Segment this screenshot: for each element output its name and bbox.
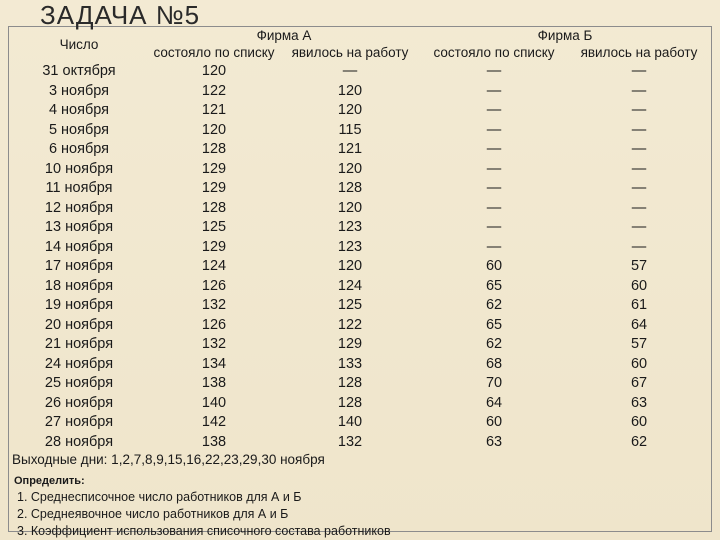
table-row [10,121,710,141]
firm-a-listed-header: состояло по списку [153,45,275,60]
firm-b-present-cell: 61 [630,297,648,313]
date-cell: 3 ноября [48,82,110,99]
table-row [10,238,710,258]
firm-a-header: Фирма А [256,28,312,43]
firm-a-listed-cell: 128 [201,199,227,216]
table-row [10,140,710,160]
firm-a-present-cell: 129 [337,336,363,352]
header-row-firms [10,27,710,44]
date-cell: 12 ноября [44,199,114,216]
date-cell: 21 ноября [44,336,114,352]
firm-b-listed-cell: 65 [485,277,503,294]
define-heading: Определить: [14,475,85,487]
question-item: 1. Среднесписочное число работников для А и Б [17,490,302,504]
firm-b-listed-cell: 60 [485,258,503,274]
firm-a-present-cell: 121 [337,141,363,157]
firm-b-listed-cell: 62 [485,336,503,352]
page-title: ЗАДАЧА №5 [40,0,201,30]
firm-a-present-cell: 120 [337,82,363,99]
table-row [10,160,710,180]
table-row [10,277,710,297]
firm-a-listed-cell: 138 [201,375,227,391]
date-cell: 14 ноября [44,238,114,255]
firm-b-listed-cell: — [486,82,502,99]
firm-b-present-cell: 67 [630,375,648,391]
firm-a-present-cell: 124 [337,277,363,294]
firm-b-listed-cell: — [486,160,502,177]
firm-a-listed-cell: 124 [201,258,227,274]
firm-b-present-cell: 60 [630,414,648,430]
firm-a-present-cell: — [342,63,358,79]
date-cell: 27 ноября [44,414,114,430]
date-cell: 17 ноября [44,258,114,274]
firm-b-present-cell: — [631,238,647,255]
table-row [10,413,710,433]
date-cell: 5 ноября [48,121,110,138]
firm-a-listed-cell: 138 [201,433,227,450]
firm-a-listed-cell: 122 [201,82,227,99]
firm-b-present-cell: — [631,219,647,235]
firm-a-listed-cell: 125 [201,219,227,235]
date-cell: 31 октября [42,63,116,79]
firm-b-listed-cell: — [486,180,502,196]
table-row [10,218,710,238]
table-row [10,296,710,316]
firm-b-listed-cell: — [486,219,502,235]
table-row [10,374,710,394]
firm-a-listed-cell: 132 [201,336,227,352]
firm-a-listed-cell: 120 [201,63,227,79]
firm-a-present-cell: 123 [337,238,363,255]
firm-a-listed-cell: 126 [201,277,227,294]
firm-b-listed-cell: 63 [485,433,503,450]
date-cell: 28 ноября [44,433,114,450]
firm-a-listed-cell: 121 [201,102,227,118]
firm-a-listed-cell: 134 [201,355,227,372]
firm-b-present-cell: — [631,102,647,118]
firm-b-present-cell: — [631,199,647,216]
firm-b-listed-cell: — [486,102,502,118]
firm-b-present-cell: — [631,160,647,177]
firm-b-listed-header: состояло по списку [433,45,555,60]
date-cell: 11 ноября [45,180,113,196]
date-cell: 19 ноября [44,297,114,313]
table-row [10,199,710,219]
firm-a-present-cell: 120 [337,102,363,118]
firm-b-listed-cell: — [486,121,502,138]
table-row [10,82,710,102]
firm-b-present-cell: 64 [630,316,648,333]
firm-a-listed-cell: 126 [201,316,227,333]
firm-a-present-cell: 128 [337,394,363,411]
firm-b-present-cell: 57 [630,258,648,274]
firm-b-listed-cell: 68 [485,355,503,372]
firm-a-present-cell: 125 [337,297,363,313]
table-row [10,62,710,82]
firm-b-present-cell: 62 [630,433,648,450]
firm-a-listed-cell: 129 [201,160,227,177]
question-item: 2. Среднеявочное число работников для А и Б [17,507,289,521]
firm-a-present-cell: 120 [337,199,363,216]
firm-a-listed-cell: 132 [201,297,227,313]
table-row [10,433,710,453]
firm-a-present-cell: 132 [337,433,363,450]
table-row [10,179,710,199]
date-column-header: Число [59,37,99,52]
table-row [10,355,710,375]
table-body [10,62,710,452]
date-cell: 18 ноября [44,277,114,294]
firm-b-listed-cell: 65 [485,316,503,333]
table-row [10,394,710,414]
firm-b-present-cell: — [631,141,647,157]
firm-b-present-cell: — [631,180,647,196]
date-cell: 4 ноября [48,102,110,118]
date-cell: 13 ноября [44,219,114,235]
firm-a-present-cell: 133 [337,355,363,372]
firm-a-present-cell: 120 [337,258,363,274]
firm-a-present-header: явилось на работу [291,45,409,60]
firm-b-listed-cell: 70 [485,375,503,391]
firm-b-present-cell: 60 [630,277,648,294]
date-cell: 6 ноября [48,141,110,157]
firm-a-listed-cell: 129 [201,238,227,255]
firm-a-listed-cell: 120 [201,121,227,138]
table-row [10,335,710,355]
firm-b-present-cell: — [631,121,647,138]
firm-a-listed-cell: 129 [201,180,227,196]
date-cell: 24 ноября [44,355,114,372]
firm-a-present-cell: 123 [337,219,363,235]
date-cell: 26 ноября [44,394,114,411]
firm-a-present-cell: 128 [337,180,363,196]
firm-b-listed-cell: — [486,238,502,255]
firm-a-listed-cell: 142 [201,414,227,430]
firm-b-present-cell: 60 [630,355,648,372]
attendance-table [10,27,710,452]
firm-b-listed-cell: 60 [485,414,503,430]
firm-b-listed-cell: — [486,141,502,157]
firm-b-present-header: явилось на работу [580,45,698,60]
firm-b-present-cell: — [631,63,647,79]
firm-b-listed-cell: — [486,63,502,79]
table-row [10,101,710,121]
questions-list [0,489,391,540]
firm-b-present-cell: 57 [630,336,648,352]
firm-a-present-cell: 128 [337,375,363,391]
firm-b-header: Фирма Б [537,28,593,43]
firm-a-present-cell: 120 [337,160,363,177]
firm-b-present-cell: 63 [630,394,648,411]
date-cell: 20 ноября [44,316,114,333]
firm-a-listed-cell: 128 [201,141,227,157]
firm-b-listed-cell: 62 [485,297,503,313]
date-cell: 25 ноября [44,375,114,391]
firm-a-present-cell: 122 [337,316,363,333]
firm-b-listed-cell: 64 [485,394,503,411]
table-row [10,257,710,277]
question-item: 3. Коэффициент использования списочного состава работников [17,524,391,538]
firm-a-listed-cell: 140 [201,394,227,411]
holidays-note: Выходные дни: 1,2,7,8,9,15,16,22,23,29,30 ноября [12,452,325,467]
date-cell: 10 ноября [44,160,114,177]
firm-b-present-cell: — [631,82,647,99]
firm-a-present-cell: 115 [338,121,362,138]
firm-b-listed-cell: — [486,199,502,216]
firm-a-present-cell: 140 [337,414,363,430]
table-row [10,316,710,336]
